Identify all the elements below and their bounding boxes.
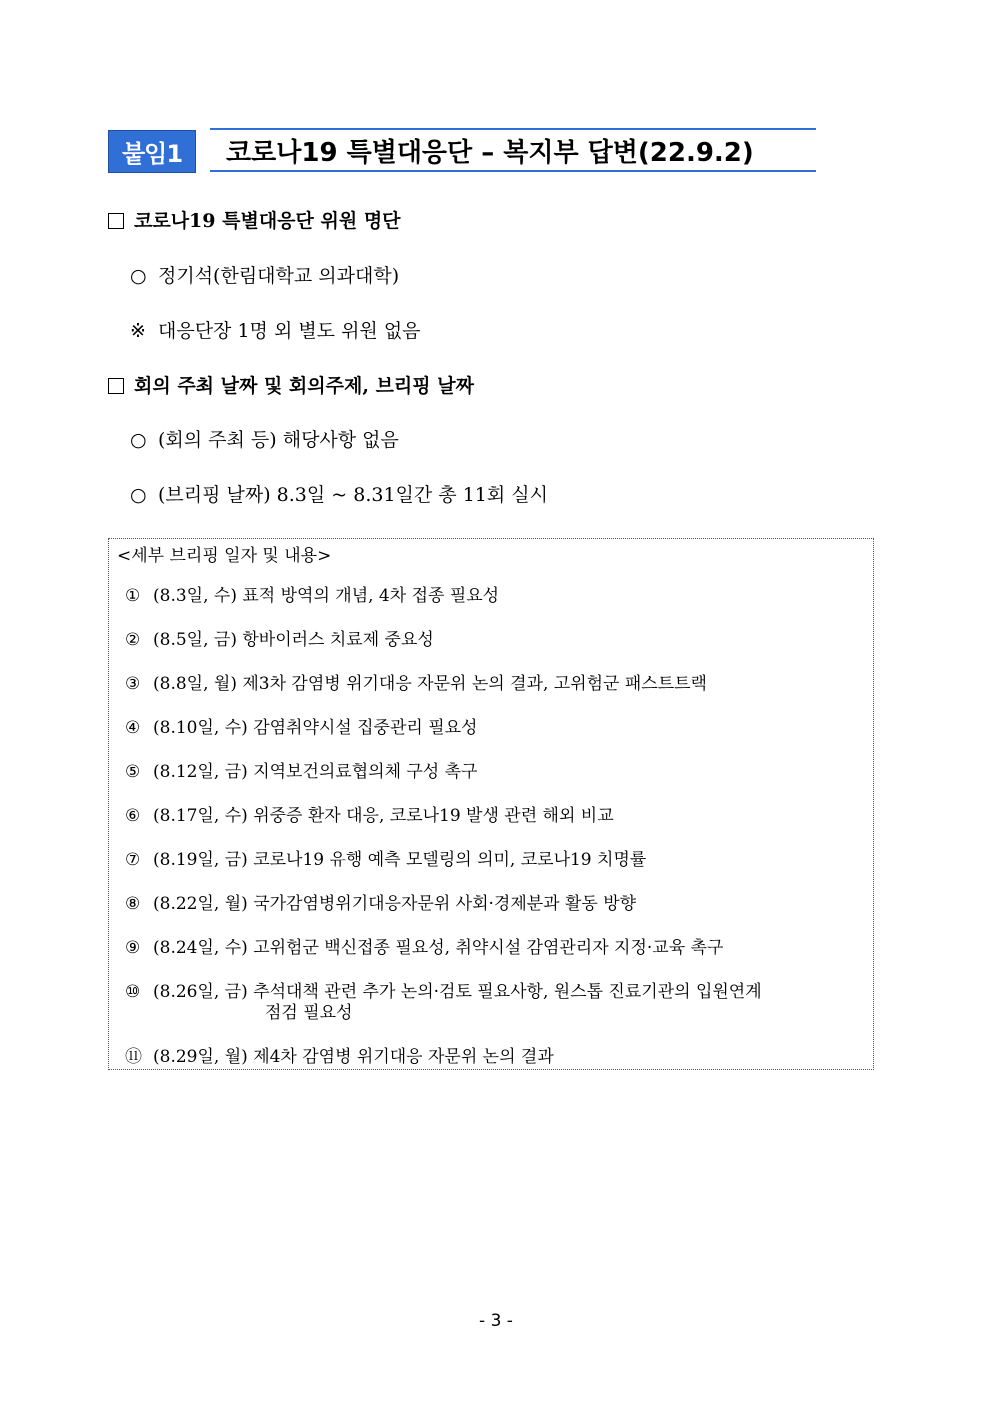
item-date: (8.12일, 금) — [153, 762, 248, 782]
item-text: (브리핑 날짜) 8.3일 ~ 8.31일간 총 11회 실시 — [158, 484, 548, 506]
briefing-details-box — [108, 538, 874, 1070]
item-text: 제4차 감염병 위기대응 자문위 논의 결과 — [253, 1047, 554, 1067]
item-text: 정기석(한림대학교 의과대학) — [158, 265, 400, 287]
item-text: 제3차 감염병 위기대응 자문위 논의 결과, 고위험군 패스트트랙 — [242, 674, 707, 694]
briefing-item — [125, 938, 723, 959]
briefing-item — [125, 1047, 554, 1068]
item-text: 표적 방역의 개념, 4차 접종 필요성 — [242, 586, 500, 606]
briefing-item — [125, 850, 646, 871]
details-title: <세부 브리핑 일자 및 내용> — [117, 546, 332, 566]
item-text: 위중증 환자 대응, 코로나19 발생 관련 해외 비교 — [253, 806, 614, 826]
briefing-item — [125, 894, 636, 915]
attachment-tag: 붙임1 — [108, 130, 196, 173]
list-item — [130, 425, 399, 452]
title-box — [210, 128, 816, 172]
item-date: (8.19일, 금) — [153, 850, 248, 870]
list-item — [130, 316, 421, 343]
reference-mark-icon: ※ — [130, 320, 146, 342]
item-text-continued: 점검 필요성 — [265, 1003, 353, 1023]
section-heading-members — [108, 206, 401, 233]
item-number: ⑨ — [125, 938, 141, 958]
briefing-item — [125, 762, 477, 783]
item-number: ⑪ — [125, 1047, 142, 1067]
briefing-item — [125, 982, 762, 1024]
section-heading-meetings — [108, 371, 474, 398]
circle-bullet-icon: ○ — [130, 265, 147, 287]
item-text: 고위험군 백신접종 필요성, 취약시설 감염관리자 지정·교육 촉구 — [253, 938, 724, 958]
section-title: 코로나19 특별대응단 위원 명단 — [134, 210, 401, 232]
item-text: 국가감염병위기대응자문위 사회·경제분과 활동 방향 — [253, 894, 637, 914]
item-date: (8.10일, 수) — [153, 718, 248, 738]
item-number: ① — [125, 586, 141, 606]
page-header — [108, 128, 816, 174]
section-title: 회의 주최 날짜 및 회의주제, 브리핑 날짜 — [134, 375, 474, 397]
item-date: (8.24일, 수) — [153, 938, 248, 958]
briefing-item — [125, 586, 499, 607]
item-number: ② — [125, 630, 141, 650]
item-number: ③ — [125, 674, 141, 694]
page-title: 코로나19 특별대응단 – 복지부 답변(22.9.2) — [226, 137, 754, 168]
briefing-item — [125, 674, 707, 695]
circle-bullet-icon: ○ — [130, 429, 147, 451]
list-item — [130, 480, 548, 507]
briefing-item — [125, 630, 434, 651]
item-date: (8.8일, 월) — [153, 674, 237, 694]
item-date: (8.26일, 금) — [153, 982, 248, 1002]
item-text: 추석대책 관련 추가 논의·검토 필요사항, 원스톱 진료기관의 입원연계 — [253, 982, 762, 1002]
list-item — [130, 261, 399, 288]
item-number: ⑦ — [125, 850, 141, 870]
item-date: (8.17일, 수) — [153, 806, 248, 826]
item-number: ⑧ — [125, 894, 141, 914]
item-text: 지역보건의료협의체 구성 촉구 — [253, 762, 478, 782]
item-text: 감염취약시설 집중관리 필요성 — [253, 718, 478, 738]
item-number: ⑩ — [125, 982, 141, 1002]
item-number: ⑥ — [125, 806, 141, 826]
square-bullet-icon — [108, 213, 124, 229]
square-bullet-icon — [108, 378, 124, 394]
item-date: (8.22일, 월) — [153, 894, 248, 914]
circle-bullet-icon: ○ — [130, 484, 147, 506]
item-date: (8.3일, 수) — [153, 586, 237, 606]
item-text: (회의 주최 등) 해당사항 없음 — [158, 429, 399, 451]
briefing-item — [125, 806, 614, 827]
item-number: ⑤ — [125, 762, 141, 782]
briefing-item — [125, 718, 477, 739]
page-number: - 3 - — [479, 1311, 513, 1331]
item-date: (8.5일, 금) — [153, 630, 237, 650]
item-date: (8.29일, 월) — [153, 1047, 248, 1067]
item-number: ④ — [125, 718, 141, 738]
item-text: 항바이러스 치료제 중요성 — [242, 630, 434, 650]
item-text: 대응단장 1명 외 별도 위원 없음 — [158, 320, 421, 342]
item-text: 코로나19 유행 예측 모델링의 의미, 코로나19 치명률 — [253, 850, 647, 870]
